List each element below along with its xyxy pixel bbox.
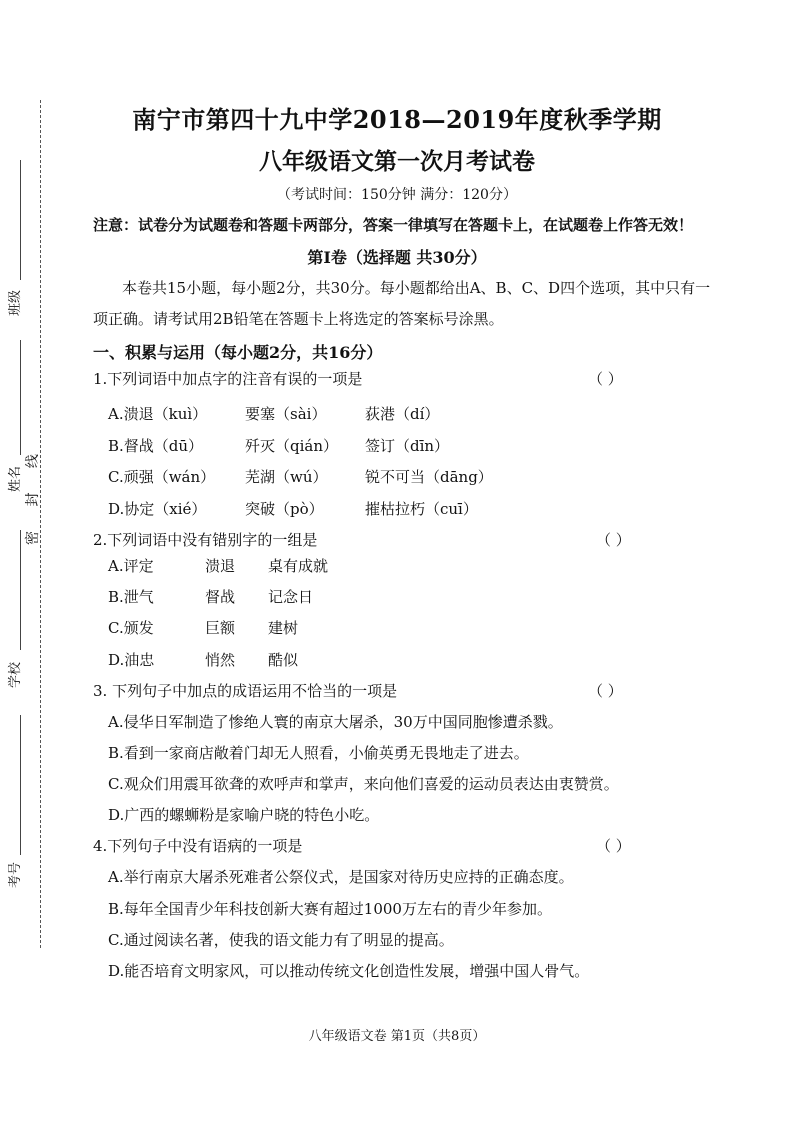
q2-option-b-2: 督战 [205, 588, 236, 606]
part1-intro-line1: 本卷共15小题，每小题2分，共30分。每小题都给出A、B、C、D四个选项，其中只有一 [122, 279, 711, 297]
question-4-answer-paren: （ ） [596, 837, 631, 855]
q1-option-d-2: 突破（pò） [245, 500, 324, 518]
part1-intro-line2: 项正确。请考试用2B铅笔在答题卡上将选定的答案标号涂黑。 [93, 310, 504, 328]
exam-number-label: 考号 [8, 861, 23, 888]
q1-option-a-2: 要塞（sài） [245, 405, 327, 423]
q2-option-d-2: 悄然 [205, 651, 236, 669]
question-4-stem: 4.下列句子中没有语病的一项是 [93, 837, 303, 855]
q3-option-a: A.侵华日军制造了惨绝人寰的南京大屠杀，30万中国同胞惨遭杀戮。 [108, 713, 563, 731]
question-3-answer-paren: （ ） [588, 682, 623, 700]
q1-option-a-3: 荻港（dí） [365, 405, 440, 423]
q2-option-c-1: C.颁发 [108, 619, 154, 637]
q1-option-b-2: 歼灭（qián） [245, 437, 339, 455]
school-underline [20, 530, 21, 650]
id-underline [20, 715, 21, 855]
q1-option-d-3: 摧枯拉朽（cuī） [365, 500, 478, 518]
q1-option-d-1: D.协定（xié） [108, 500, 207, 518]
question-2-stem: 2.下列词语中没有错别字的一组是 [93, 531, 318, 549]
name-underline [20, 340, 21, 455]
q4-option-d: D.能否培育文明家风，可以推动传统文化创造性发展，增强中国人骨气。 [108, 962, 590, 980]
q2-option-d-1: D.油忠 [108, 651, 155, 669]
q2-option-a-3: 桌有成就 [268, 557, 329, 575]
q4-option-b: B.每年全国青少年科技创新大赛有超过1000万左右的青少年参加。 [108, 900, 552, 918]
name-label: 姓名 [8, 465, 23, 492]
q1-option-c-3: 锐不可当（dāng） [365, 468, 493, 486]
q2-option-c-3: 建树 [268, 619, 299, 637]
question-2-answer-paren: （ ） [596, 531, 631, 549]
school-label: 学校 [8, 661, 23, 688]
q3-option-c: C.观众们用震耳欲聋的欢呼声和掌声，来向他们喜爱的运动员表达由衷赞赏。 [108, 775, 619, 793]
q1-option-b-1: B.督战（dū） [108, 437, 204, 455]
q1-option-c-2: 芜湖（wú） [245, 468, 328, 486]
exam-title-line1: 南宁市第四十九中学2018—2019年度秋季学期 [132, 105, 662, 134]
q2-option-a-1: A.评定 [108, 557, 154, 575]
q2-option-b-3: 记念日 [268, 588, 314, 606]
q1-option-b-3: 签订（dīn） [365, 437, 450, 455]
part1-heading: 第Ⅰ卷（选择题 共30分） [307, 248, 487, 267]
section1-heading: 一、积累与运用（每小题2分，共16分） [93, 343, 383, 362]
q2-option-c-2: 巨额 [205, 619, 236, 637]
q3-option-b: B.看到一家商店敞着门却无人照看，小偷英勇无畏地走了进去。 [108, 744, 529, 762]
exam-time-score: （考试时间：150分钟 满分：120分） [277, 187, 517, 203]
q1-option-c-1: C.顽强（wán） [108, 468, 216, 486]
q2-option-b-1: B.泄气 [108, 588, 154, 606]
question-3-stem: 3. 下列句子中加点的成语运用不恰当的一项是 [93, 682, 398, 700]
question-1-answer-paren: （ ） [588, 370, 623, 388]
exam-notice: 注意：试卷分为试题卷和答题卡两部分，答案一律填写在答题卡上，在试题卷上作答无效！ [93, 216, 694, 234]
seal-line-text: 密 封 线 [25, 444, 41, 545]
q2-option-d-3: 酷似 [268, 651, 299, 669]
exam-title-line2: 八年级语文第一次月考试卷 [259, 148, 535, 175]
q4-option-c: C.通过阅读名著，使我的语文能力有了明显的提高。 [108, 931, 454, 949]
class-label: 班级 [8, 289, 23, 316]
q3-option-d: D.广西的螺蛳粉是家喻户晓的特色小吃。 [108, 806, 380, 824]
question-1-stem: 1.下列词语中加点字的注音有误的一项是 [93, 370, 363, 388]
q4-option-a: A.举行南京大屠杀死难者公祭仪式，是国家对待历史应持的正确态度。 [108, 868, 574, 886]
q2-option-a-2: 溃退 [205, 557, 236, 575]
q1-option-a-1: A.溃退（kuì） [108, 405, 208, 423]
page-footer: 八年级语文卷 第1页（共8页） [308, 1029, 486, 1044]
